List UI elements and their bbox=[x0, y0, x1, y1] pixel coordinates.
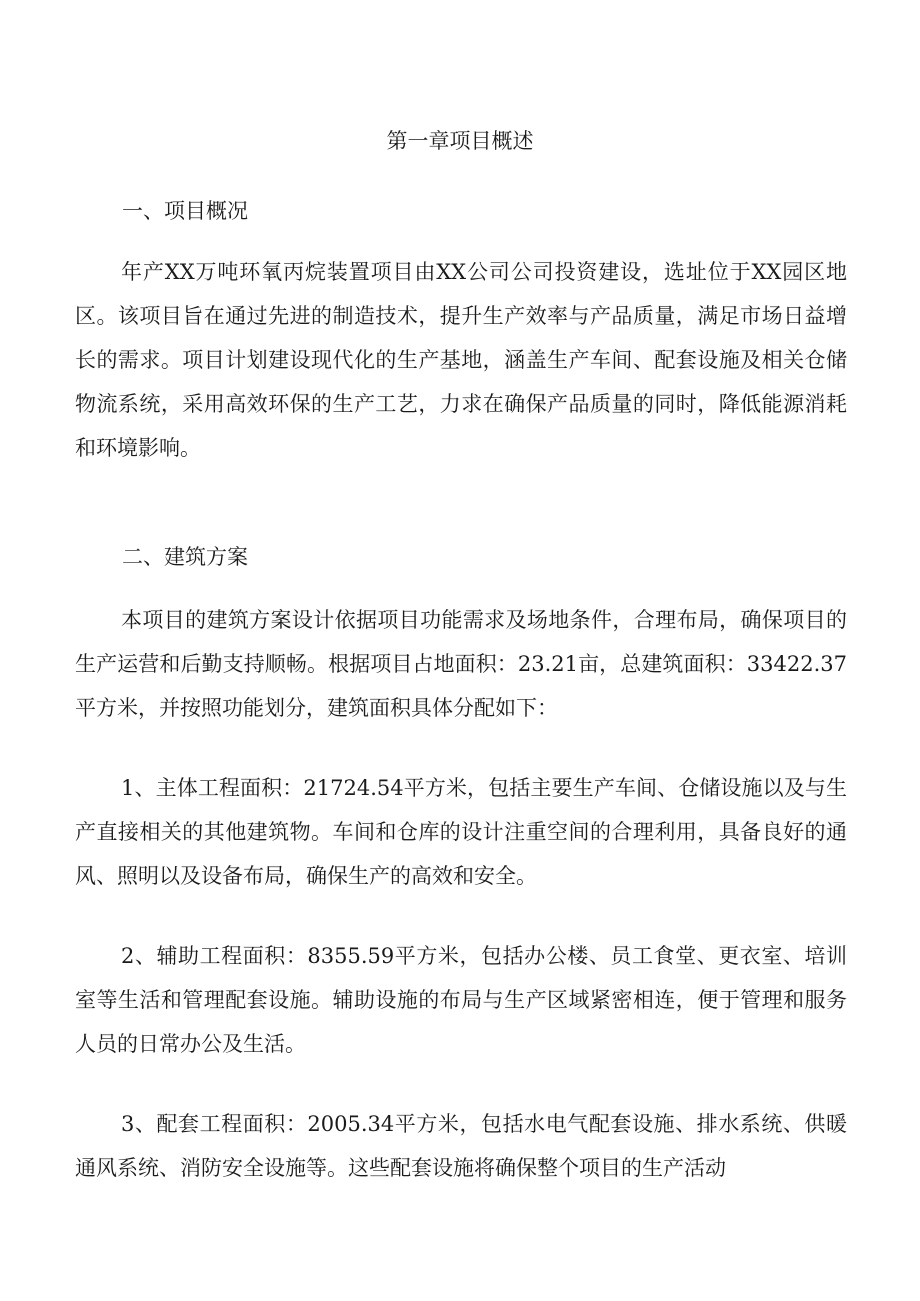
paragraph-auxiliary-works-area: 2、辅助工程面积：8355.59平方米，包括办公楼、员工食堂、更衣室、培训室等生活和管理配套设施。辅助设施的布局与生产区域紧密相连，便于管理和服务人员的日常办公及生活。 bbox=[75, 944, 847, 1056]
section-heading-overview: 一、项目概况 bbox=[122, 199, 248, 223]
chapter-title: 第一章项目概述 bbox=[386, 129, 534, 153]
paragraph-main-works-area: 1、主体工程面积：21724.54平方米，包括主要生产车间、仓储设施以及与生产直接相关的其他建筑物。车间和仓库的设计注重空间的合理利用，具备良好的通风、照明以及设备布局，确保生产的高效和安全。 bbox=[75, 776, 847, 888]
section-heading-building-plan: 二、建筑方案 bbox=[122, 545, 248, 569]
paragraph-building-plan-intro: 本项目的建筑方案设计依据项目功能需求及场地条件，合理布局，确保项目的生产运营和后勤支持顺畅。根据项目占地面积：23.21亩，总建筑面积：33422.37平方米，并按照功能划分，建筑面积具体分配如下： bbox=[75, 608, 847, 720]
paragraph-supporting-works-area: 3、配套工程面积：2005.34平方米，包括水电气配套设施、排水系统、供暖通风系统、消防安全设施等。这些配套设施将确保整个项目的生产活动 bbox=[75, 1112, 847, 1180]
paragraph-overview: 年产XX万吨环氧丙烷装置项目由XX公司公司投资建设，选址位于XX园区地区。该项目旨在通过先进的制造技术，提升生产效率与产品质量，满足市场日益增长的需求。项目计划建设现代化的生产基地，涵盖生产车间、配套设施及相关仓储物流系统，采用高效环保的生产工艺，力求在确保产品质量的同时，降低能源消耗和环境影响。 bbox=[75, 260, 847, 460]
